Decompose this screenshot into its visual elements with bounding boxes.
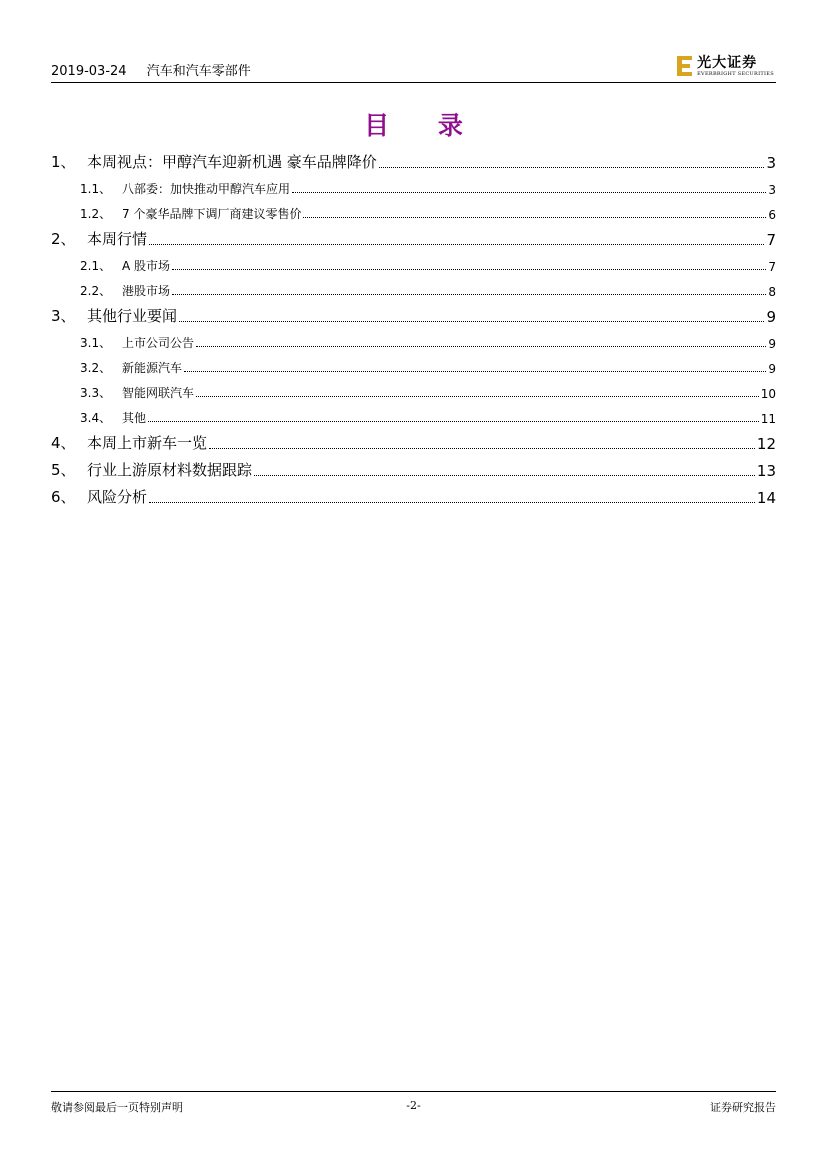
- toc-entry-label[interactable]: 其他行业要闻: [87, 307, 178, 325]
- toc-entry[interactable]: [51, 145, 776, 172]
- logo-name-en: EVERBRIGHT SECURITIES: [697, 70, 774, 77]
- toc-entry[interactable]: [51, 401, 776, 426]
- toc-entry-number: 3.3、: [80, 386, 112, 400]
- toc-entry-label[interactable]: 智能网联汽车: [122, 386, 195, 400]
- toc-entry-label[interactable]: 7 个豪华品牌下调厂商建议零售价: [122, 207, 302, 221]
- toc-entry-page[interactable]: 7: [768, 260, 776, 274]
- toc-entry-label[interactable]: 其他: [122, 411, 147, 425]
- toc-leader-dots: [148, 421, 759, 422]
- toc-entry-label[interactable]: A 股市场: [122, 259, 171, 273]
- toc-entry-number: 6、: [51, 488, 76, 506]
- toc-leader-dots: [179, 321, 764, 322]
- toc-entry-label[interactable]: 八部委：加快推动甲醇汽车应用: [122, 182, 291, 196]
- toc-entry[interactable]: [51, 326, 776, 351]
- toc-entry-page[interactable]: 3: [766, 154, 776, 172]
- toc-leader-dots: [379, 167, 765, 168]
- toc-entry-number: 1、: [51, 153, 76, 171]
- toc-entry-number: 2.1、: [80, 259, 112, 273]
- toc-leader-dots: [149, 244, 764, 245]
- toc-entry-number: 3、: [51, 307, 76, 325]
- industry-name: 汽车和汽车零部件: [146, 64, 251, 79]
- toc-entry-page[interactable]: 10: [760, 387, 776, 401]
- toc-entry-number: 2.2、: [80, 284, 112, 298]
- page-number: -2-: [406, 1099, 421, 1112]
- everbright-logo-icon: [676, 55, 694, 77]
- toc-leader-dots: [172, 269, 766, 270]
- toc-entry[interactable]: [51, 172, 776, 197]
- toc-entry-label[interactable]: 上市公司公告: [122, 336, 195, 350]
- toc-entry-label[interactable]: 本周上市新车一览: [87, 434, 208, 452]
- toc-leader-dots: [303, 217, 766, 218]
- toc-entry-number: 5、: [51, 461, 76, 479]
- toc-entry-number: 3.1、: [80, 336, 112, 350]
- toc-leader-dots: [196, 346, 766, 347]
- toc-entry[interactable]: [51, 453, 776, 480]
- toc-entry-page[interactable]: 11: [760, 412, 776, 426]
- toc-entry[interactable]: [51, 222, 776, 249]
- toc-entry-page[interactable]: 7: [766, 231, 776, 249]
- toc-entry-page[interactable]: 13: [756, 462, 776, 480]
- toc-entry-page[interactable]: 12: [756, 435, 776, 453]
- toc-entry-number: 4、: [51, 434, 76, 452]
- company-logo: [676, 54, 774, 78]
- toc-entry-page[interactable]: 6: [768, 208, 776, 222]
- toc-entry[interactable]: [51, 351, 776, 376]
- toc-entry-label[interactable]: 行业上游原材料数据跟踪: [87, 461, 253, 479]
- toc-leader-dots: [172, 294, 766, 295]
- toc-entry-label[interactable]: 本周视点：甲醇汽车迎新机遇 豪车品牌降价: [87, 153, 377, 171]
- toc-entry[interactable]: [51, 274, 776, 299]
- toc-entry[interactable]: [51, 376, 776, 401]
- toc-entry-number: 2、: [51, 230, 76, 248]
- report-type: 证券研究报告: [710, 1101, 776, 1114]
- table-of-contents: [51, 145, 776, 507]
- toc-entry-number: 3.4、: [80, 411, 112, 425]
- toc-entry-label[interactable]: 本周行情: [87, 230, 148, 248]
- toc-entry-page[interactable]: 14: [756, 489, 776, 507]
- logo-name-cn: 光大证券: [697, 54, 758, 71]
- toc-entry-number: 1.2、: [80, 207, 112, 221]
- toc-entry-page[interactable]: 9: [768, 362, 776, 376]
- toc-entry[interactable]: [51, 299, 776, 326]
- toc-entry[interactable]: [51, 426, 776, 453]
- toc-leader-dots: [292, 192, 766, 193]
- toc-entry-page[interactable]: 9: [768, 337, 776, 351]
- toc-entry-number: 1.1、: [80, 182, 112, 196]
- toc-leader-dots: [209, 448, 755, 449]
- toc-entry-label[interactable]: 风险分析: [87, 488, 148, 506]
- footer-disclaimer: 敬请参阅最后一页特别声明: [51, 1101, 183, 1114]
- toc-entry-label[interactable]: 新能源汽车: [122, 361, 183, 375]
- toc-entry[interactable]: [51, 197, 776, 222]
- toc-leader-dots: [149, 502, 755, 503]
- toc-entry-number: 3.2、: [80, 361, 112, 375]
- toc-entry[interactable]: [51, 480, 776, 507]
- toc-leader-dots: [196, 396, 759, 397]
- toc-entry[interactable]: [51, 249, 776, 274]
- toc-leader-dots: [184, 371, 766, 372]
- report-date: 2019-03-24: [51, 64, 127, 79]
- toc-entry-page[interactable]: 3: [768, 183, 776, 197]
- page-header: [51, 52, 776, 83]
- toc-title: 目 录: [364, 111, 483, 140]
- page-footer: [51, 1091, 776, 1118]
- toc-entry-page[interactable]: 9: [766, 308, 776, 326]
- toc-leader-dots: [254, 475, 755, 476]
- toc-entry-label[interactable]: 港股市场: [122, 284, 171, 298]
- toc-entry-page[interactable]: 8: [768, 285, 776, 299]
- header-left: [51, 60, 251, 79]
- logo-text: [697, 56, 774, 77]
